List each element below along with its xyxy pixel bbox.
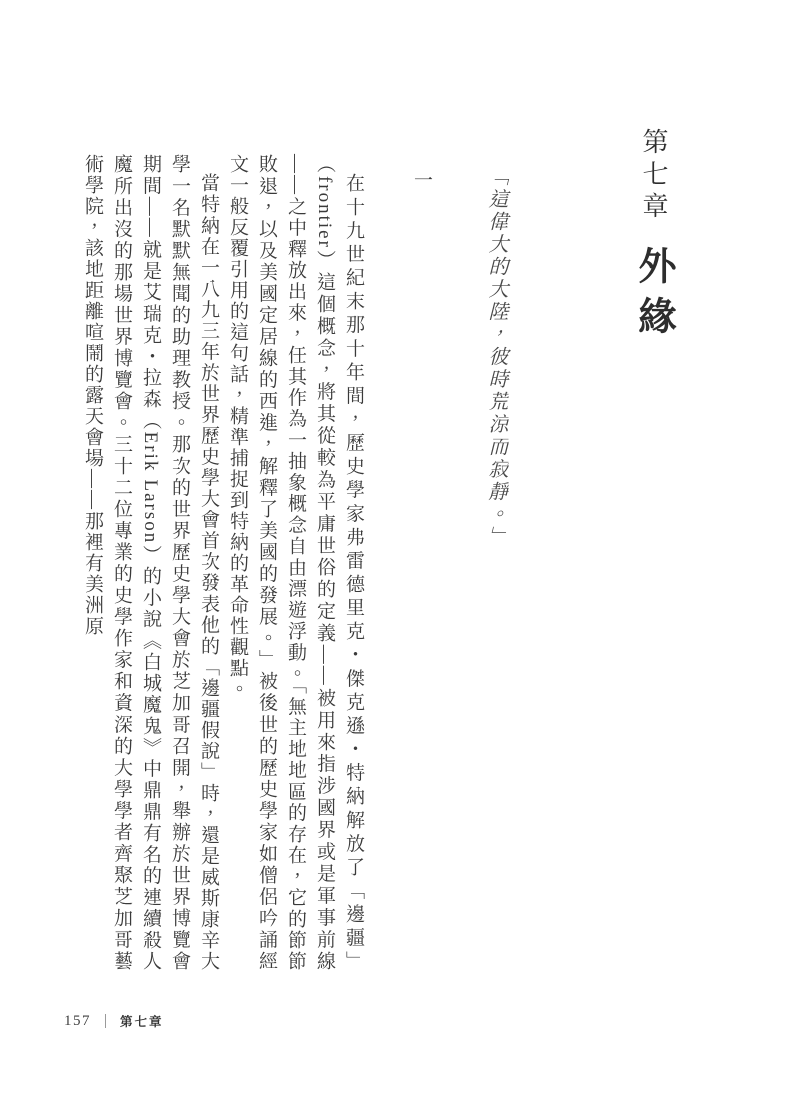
chapter-header [626,128,680,728]
chapter-number-label: 第七章 [639,128,668,224]
page-number: 157 [64,1012,91,1029]
section-number: 一 [411,170,432,189]
page-footer [64,1012,164,1030]
footer-divider [105,1014,106,1028]
paragraph: 在十九世紀末那十年間，歷史學家弗雷德里克・傑克遜・特納解放了「邊疆」（frontier）這個概念，將其從較為平庸世俗的定義——被用來指涉國界或是軍事前線——之中釋放出來，任其作為一抽象概念自由漂遊浮動。「無主地地區的存在，它的節節敗退，以及美國定居線的西進，解釋了美國的發展。」被後世的歷史學家如僧侶吟誦經文一般反覆引用的這句話，精準捕捉到特納的革命性觀點。 [227,154,364,972]
chapter-title: 外緣 [632,246,674,346]
paragraph: 當特納在一八九三年於世界歷史學大會首次發表他的「邊疆假說」時，還是威斯康辛大學一名默默無聞的助理教授。那次的世界歷史學大會於芝加哥召開，舉辦於世界博覽會期間——就是艾瑞克・拉森（Erik Larson）的小說《白城魔鬼》中鼎鼎有名的連續殺人魔所出沒的那場世界博覽會。三十二位專業的史學作家和資深的大學學者齊聚芝加哥藝術學院，該地距離喧鬧的露天會場——那裡有美洲原 [82,154,219,972]
epigraph-quote: 「這偉大的大陸，彼時荒涼而寂靜。」 [485,166,507,549]
footer-chapter-label: 第七章 [120,1015,164,1029]
body-text [82,154,368,972]
